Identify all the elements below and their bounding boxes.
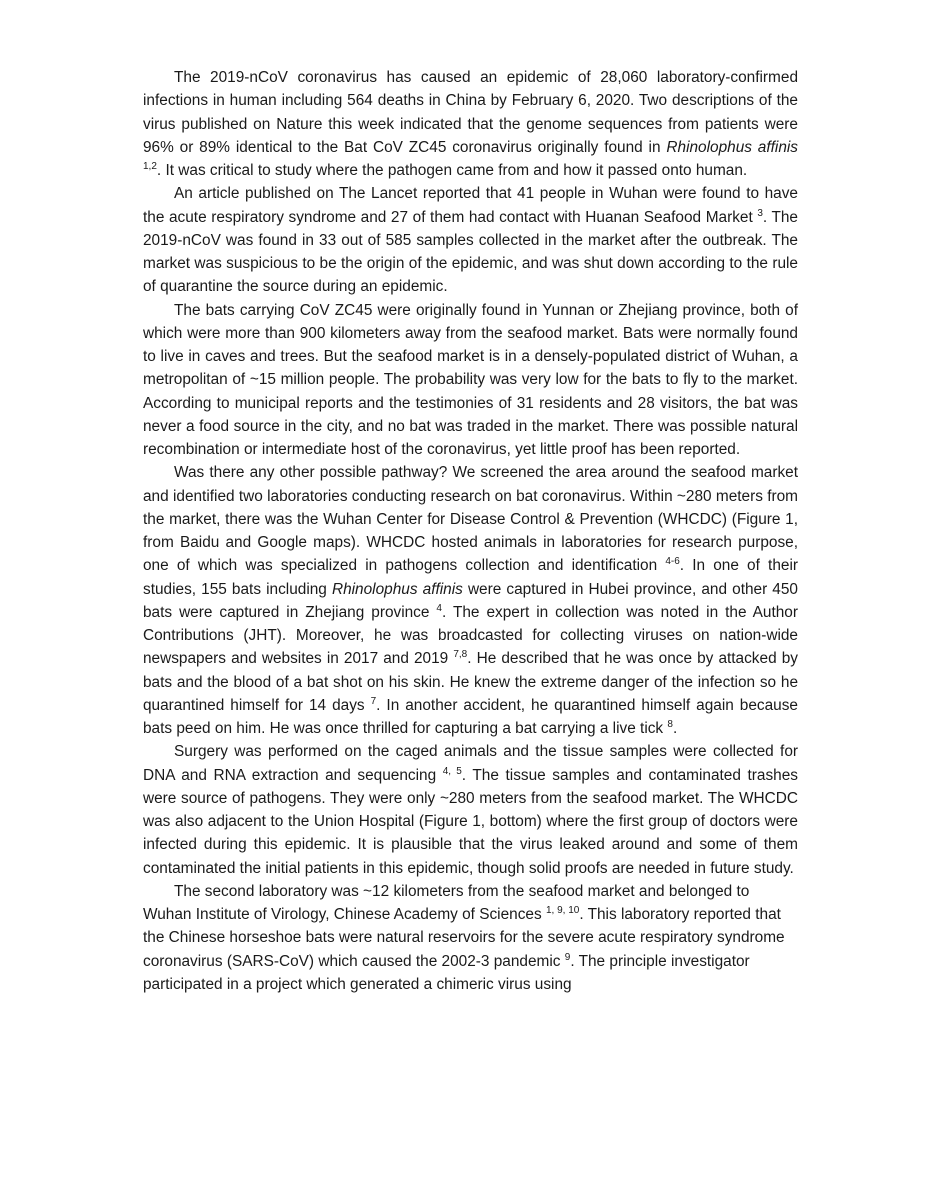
- citation-ref: 4: [436, 602, 442, 614]
- paragraph-1: [143, 66, 798, 182]
- text-run: . In another accident, he quarantined himself again because bats peed on him. He was once thrilled for capturing a bat carrying a live tick: [143, 696, 798, 737]
- paragraph-3: [143, 299, 798, 462]
- text-run: . The expert in collection was noted in the Author Contributions (JHT). Moreover, he was broadcasted for collecting viruses on nation-wide newspapers and websites in 2017 and 2019: [143, 603, 798, 668]
- text-run: . In one of their studies, 155 bats including: [143, 557, 798, 598]
- text-run: . The tissue samples and contaminated trashes were source of pathogens. They were only ~280 meters from the seafood market. The WHCDC was also adjacent to the Union Hospital (Figure 1, bottom) where the first group of doctors were infected during this epidemic. It is plausible that the virus leaked around and some of them contaminated the initial patients in this epidemic, though solid proofs are needed in future study.: [143, 766, 798, 877]
- text-run: Surgery was performed on the caged animals and the tissue samples were collected for DNA and RNA extraction and sequencing: [143, 743, 798, 784]
- text-run: Was there any other possible pathway? We screened the area around the seafood market and identified two laboratories conducting research on bat coronavirus. Within ~280 meters from the market, there was the Wuhan Center for Disease Control & Prevention (WHCDC) (Figure 1, from Baidu and Google maps). WHCDC hosted animals in laboratories for research purpose, one of which was specialized in pathogens collection and identification: [143, 464, 798, 575]
- italic-species-name: Rhinolophus affinis: [666, 138, 799, 156]
- citation-ref: 9: [564, 951, 571, 963]
- paragraph-4: [143, 461, 798, 740]
- italic-species-name: Rhinolophus affinis: [331, 580, 463, 598]
- paragraph-6: [143, 880, 798, 996]
- text-run: . This laboratory reported that the Chinese horseshoe bats were natural reservoirs for the severe acute respiratory syndrome coronavirus (SARS-CoV) which caused the 2002-3 pandemic: [143, 906, 785, 970]
- citation-ref: 1, 9, 10: [545, 904, 580, 916]
- citation-ref: 1,2: [143, 160, 157, 172]
- citation-ref: 7,8: [453, 649, 468, 661]
- citation-ref: 4-6: [665, 556, 680, 568]
- citation-ref: 7: [370, 695, 377, 707]
- citation-ref: 4, 5: [442, 765, 462, 777]
- text-run: . It was critical to study where the pathogen came from and how it passed onto human.: [156, 162, 748, 179]
- text-run: The second laboratory was ~12 kilometers from the seafood market and belonged to Wuhan Institute of Virology, Chinese Academy of Sciences: [143, 882, 750, 923]
- paragraph-5: [143, 740, 798, 880]
- text-run: were captured in Hubei province, and other 450 bats were captured in Zhejiang province: [143, 580, 798, 621]
- document-body: [143, 66, 798, 996]
- paragraph-2: [143, 182, 798, 298]
- citation-ref: 8: [667, 718, 673, 730]
- text-run: . The principle investigator participated in a project which generated a chimeric virus using: [143, 952, 750, 993]
- text-run: .: [672, 720, 678, 737]
- text-run: The bats carrying CoV ZC45 were originally found in Yunnan or Zhejiang province, both of which were more than 900 kilometers away from the seafood market. Bats were normally found to live in caves and trees. But the seafood market is in a densely-populated district of Wuhan, a metropolitan of ~15 million people. The probability was very low for the bats to fly to the market. According to municipal reports and the testimonies of 31 residents and 28 visitors, the bat was never a food source in the city, and no bat was traded in the market. There was possible natural recombination or intermediate host of the coronavirus, yet little proof has been reported.: [143, 301, 798, 458]
- citation-ref: 3: [757, 207, 763, 219]
- text-run: The 2019-nCoV coronavirus has caused an epidemic of 28,060 laboratory-confirmed infections in human including 564 deaths in China by February 6, 2020. Two descriptions of the virus published on Nature this week indicated that the genome sequences from patients were 96% or 89% identical to the Bat CoV ZC45 coronavirus originally found in: [143, 69, 798, 156]
- text-run: An article published on The Lancet reported that 41 people in Wuhan were found to have the acute respiratory syndrome and 27 of them had contact with Huanan Seafood Market: [143, 185, 798, 226]
- text-run: . The 2019-nCoV was found in 33 out of 585 samples collected in the market after the outbreak. The market was suspicious to be the origin of the epidemic, and was shut down according to the rule of quarantine the source during an epidemic.: [143, 208, 798, 296]
- text-run: . He described that he was once by attacked by bats and the blood of a bat shot on his skin. He knew the extreme danger of the infection so he quarantined himself for 14 days: [143, 650, 798, 714]
